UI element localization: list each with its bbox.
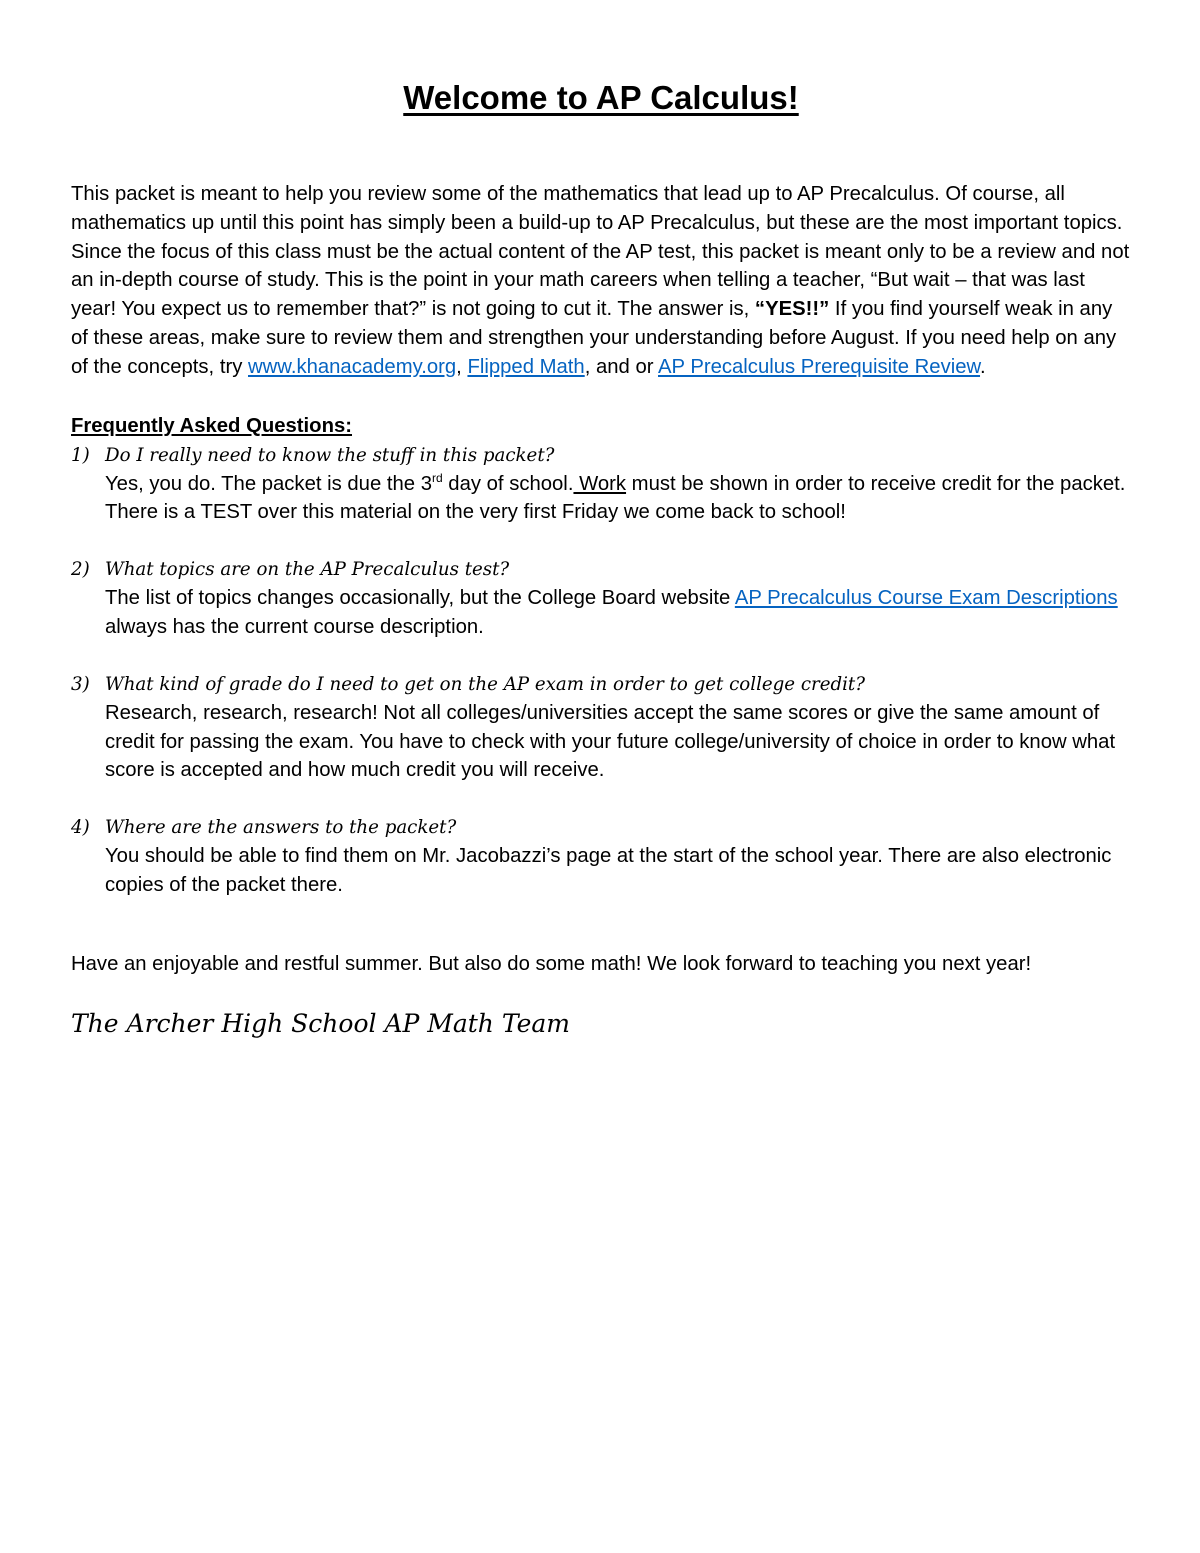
- faq-item-1: [71, 441, 1131, 528]
- faq-number: 3): [71, 673, 90, 695]
- faq-number: 4): [71, 817, 90, 839]
- intro-end: .: [980, 355, 986, 378]
- faq-question-4: [71, 813, 1131, 842]
- intro-yes-emphasis: “YES!!”: [754, 298, 830, 321]
- faq-question-3: [71, 670, 1131, 699]
- intro-text-2: If you find yourself weak in any of these areas, make sure to review them and strengthen your understanding before August. If you need help on any of the concepts, try: [71, 298, 1117, 378]
- khan-academy-link[interactable]: www.khanacademy.org: [248, 355, 457, 378]
- page-title: Welcome to AP Calculus!: [403, 79, 799, 116]
- faq-answer-2: [71, 584, 1131, 642]
- ordinal-superscript: rd: [432, 470, 443, 485]
- faq-answer-text: day of school.: [442, 472, 574, 495]
- signature: The Archer High School AP Math Team: [71, 1008, 570, 1038]
- intro-text-1: This packet is meant to help you review some of the mathematics that lead up to AP Precalculus. Of course, all mathematics up until this point has simply been a build-up to AP Precalculus, but these are the most important topics. Since the focus of this class must be the actual content of the AP test, this packet is meant only to be a review and not an in-depth course of study. This is the point in your math careers when telling a teacher, “But wait – that was last year! You expect us to remember that?” is not going to cut it. The answer is,: [71, 183, 1130, 321]
- document-page: [71, 78, 1131, 1041]
- faq-number: 1): [71, 444, 90, 466]
- faq-item-4: [71, 813, 1131, 900]
- prerequisite-review-link[interactable]: AP Precalculus Prerequisite Review: [658, 355, 981, 378]
- course-exam-descriptions-link[interactable]: AP Precalculus Course Exam Descriptions: [734, 587, 1118, 610]
- faq-heading: Frequently Asked Questions:: [71, 414, 352, 437]
- closing-paragraph: Have an enjoyable and restful summer. But also do some math! We look forward to teaching you next year!: [71, 952, 1032, 975]
- faq-answer-text: Yes, you do. The packet is due the 3: [105, 472, 432, 495]
- faq-question-text: Do I really need to know the stuff in this packet?: [105, 444, 555, 466]
- work-underlined: Work: [573, 472, 627, 495]
- faq-answer-text: The list of topics changes occasionally, but the College Board website: [105, 587, 735, 610]
- faq-answer-text: always has the current course description.: [105, 615, 484, 638]
- intro-sep-2: , and or: [584, 355, 658, 378]
- faq-answer-text: must be shown in order to receive credit for the packet. There is a TEST over this material on the very first Friday we come back to school!: [105, 472, 1126, 524]
- faq-question-text: What kind of grade do I need to get on the AP exam in order to get college credit?: [105, 673, 865, 695]
- intro-paragraph: [71, 180, 1131, 382]
- faq-question-2: [71, 555, 1131, 584]
- faq-answer-3: Research, research, research! Not all colleges/universities accept the same scores or give the same amount of credit for passing the exam. You have to check with your future college/university of choice in order to know what score is accepted and how much credit you will receive.: [105, 701, 1116, 782]
- faq-number: 2): [71, 559, 90, 581]
- faq-answer-4: You should be able to find them on Mr. Jacobazzi’s page at the start of the school year. There are also electronic copies of the packet there.: [105, 845, 1112, 896]
- intro-sep-1: ,: [456, 355, 468, 378]
- faq-question-1: [71, 441, 1131, 470]
- faq-question-text: Where are the answers to the packet?: [105, 817, 457, 839]
- faq-item-3: [71, 670, 1131, 785]
- faq-item-2: [71, 555, 1131, 642]
- faq-answer-1: [71, 470, 1131, 528]
- faq-question-text: What topics are on the AP Precalculus test?: [105, 559, 510, 581]
- flipped-math-link[interactable]: Flipped Math: [467, 355, 585, 378]
